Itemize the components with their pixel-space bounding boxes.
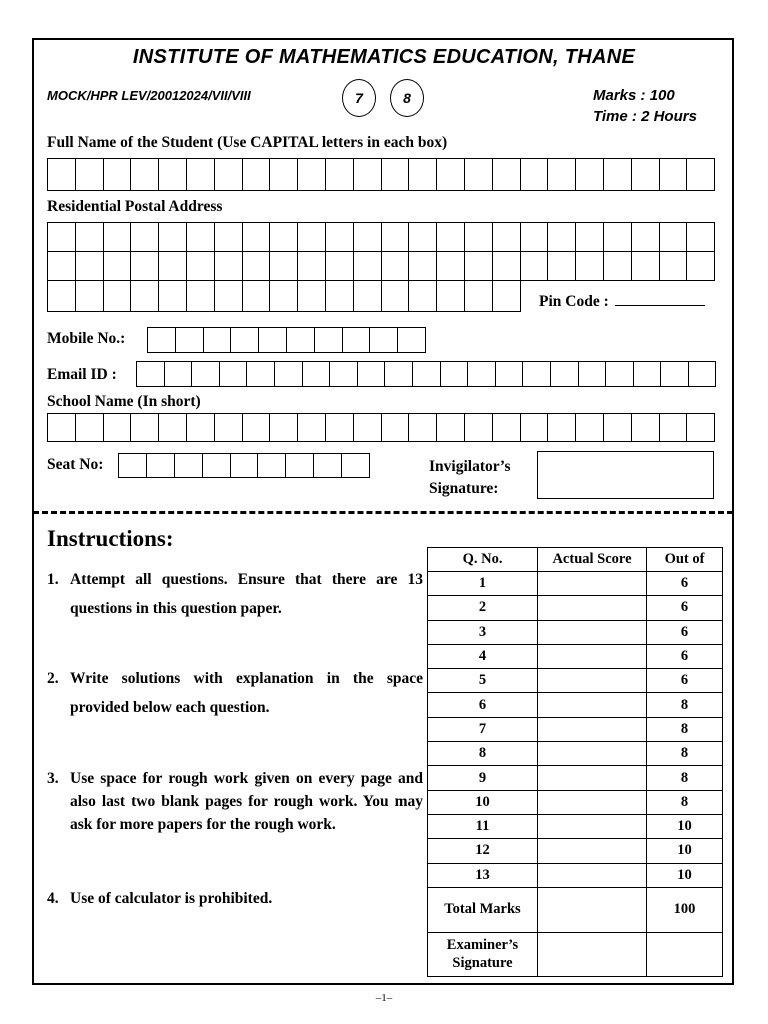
- char-box[interactable]: [409, 251, 437, 281]
- col-header-out-of: Out of: [647, 548, 723, 572]
- question-number: 4: [428, 644, 538, 668]
- char-box[interactable]: [382, 281, 410, 312]
- out-of-value: 8: [647, 717, 723, 741]
- char-box[interactable]: [437, 223, 465, 252]
- char-box[interactable]: [382, 414, 410, 442]
- institute-title: INSTITUTE OF MATHEMATICS EDUCATION, THANE: [132, 46, 636, 68]
- table-row: [428, 572, 723, 596]
- invigilator-signature-box[interactable]: [537, 451, 714, 499]
- char-box[interactable]: [243, 159, 271, 191]
- char-box[interactable]: [660, 251, 688, 281]
- out-of-value: 6: [647, 669, 723, 693]
- char-box[interactable]: [437, 159, 465, 191]
- char-box[interactable]: [315, 328, 343, 353]
- char-box[interactable]: [465, 414, 493, 442]
- examiner-label-line-1: Examiner’s: [446, 937, 519, 954]
- char-box[interactable]: [259, 328, 287, 353]
- question-number: 6: [428, 693, 538, 717]
- char-box[interactable]: [220, 362, 248, 387]
- char-box[interactable]: [354, 223, 382, 252]
- out-of-value: 10: [647, 814, 723, 838]
- dashed-divider: [33, 511, 733, 514]
- char-box[interactable]: [131, 281, 159, 312]
- examiner-signature-cell-2[interactable]: [647, 932, 723, 976]
- char-box[interactable]: [48, 281, 76, 312]
- instruction-4: [47, 887, 423, 910]
- instruction-text: Use space for rough work given on every page and also last two blank pages for rough work. You may ask for more papers for the rough work.: [70, 770, 423, 833]
- pin-code-label: Pin Code :: [539, 293, 609, 310]
- char-box[interactable]: [409, 159, 437, 191]
- instruction-number: 3.: [47, 770, 59, 787]
- out-of-value: 10: [647, 863, 723, 887]
- char-box[interactable]: [175, 454, 203, 478]
- char-box[interactable]: [76, 223, 104, 252]
- char-box[interactable]: [270, 414, 298, 442]
- char-box[interactable]: [687, 251, 715, 281]
- char-box[interactable]: [398, 328, 426, 353]
- instruction-2: [47, 664, 423, 722]
- score-table: [427, 547, 723, 977]
- actual-score-cell[interactable]: [538, 863, 647, 887]
- char-box[interactable]: [192, 362, 220, 387]
- instructions-heading: Instructions:: [47, 526, 174, 551]
- char-box[interactable]: [523, 362, 551, 387]
- table-row: [428, 620, 723, 644]
- char-box[interactable]: [131, 251, 159, 281]
- char-box[interactable]: [326, 159, 354, 191]
- char-box[interactable]: [385, 362, 413, 387]
- char-box[interactable]: [493, 281, 521, 312]
- question-number: 7: [428, 717, 538, 741]
- seat-label: Seat No:: [47, 456, 104, 473]
- char-box[interactable]: [215, 414, 243, 442]
- char-box[interactable]: [409, 281, 437, 312]
- char-box[interactable]: [303, 362, 331, 387]
- char-box[interactable]: [247, 362, 275, 387]
- char-box[interactable]: [493, 159, 521, 191]
- table-row: [428, 814, 723, 838]
- out-of-value: 6: [647, 596, 723, 620]
- char-box[interactable]: [551, 362, 579, 387]
- char-box[interactable]: [437, 414, 465, 442]
- char-box[interactable]: [215, 251, 243, 281]
- char-box[interactable]: [159, 414, 187, 442]
- table-row: [428, 742, 723, 766]
- char-box[interactable]: [465, 251, 493, 281]
- seat-boxes[interactable]: [118, 453, 370, 478]
- char-box[interactable]: [437, 251, 465, 281]
- char-box[interactable]: [119, 454, 147, 478]
- char-box[interactable]: [409, 414, 437, 442]
- out-of-value: 6: [647, 644, 723, 668]
- char-box[interactable]: [326, 281, 354, 312]
- char-box[interactable]: [48, 159, 76, 191]
- school-label: School Name (In short): [47, 393, 201, 410]
- char-box[interactable]: [76, 281, 104, 312]
- char-box[interactable]: [660, 223, 688, 252]
- char-box[interactable]: [314, 454, 342, 478]
- char-box[interactable]: [48, 251, 76, 281]
- instruction-1: [47, 565, 423, 623]
- score-table-body: [428, 572, 723, 888]
- char-box[interactable]: [493, 223, 521, 252]
- paper-code: MOCK/HPR LEV/20012024/VII/VIII: [47, 88, 251, 103]
- char-box[interactable]: [215, 281, 243, 312]
- char-box[interactable]: [326, 223, 354, 252]
- char-box[interactable]: [660, 414, 688, 442]
- char-box[interactable]: [203, 454, 231, 478]
- out-of-value: 8: [647, 742, 723, 766]
- actual-score-cell[interactable]: [538, 839, 647, 863]
- char-box[interactable]: [104, 159, 132, 191]
- actual-score-cell[interactable]: [538, 742, 647, 766]
- pin-code-field[interactable]: [539, 291, 705, 311]
- char-box[interactable]: [576, 223, 604, 252]
- char-box[interactable]: [159, 251, 187, 281]
- instruction-number: 1.: [47, 571, 59, 588]
- table-row: [428, 717, 723, 741]
- table-row: [428, 669, 723, 693]
- char-box[interactable]: [465, 281, 493, 312]
- char-box[interactable]: [437, 281, 465, 312]
- char-box[interactable]: [606, 362, 634, 387]
- table-row: [428, 596, 723, 620]
- instruction-text: Write solutions with explanation in the space provided below each question.: [70, 670, 423, 716]
- char-box[interactable]: [270, 223, 298, 252]
- char-box[interactable]: [468, 362, 496, 387]
- char-box[interactable]: [231, 454, 259, 478]
- char-box[interactable]: [131, 223, 159, 252]
- address-boxes-line-2[interactable]: [47, 251, 715, 281]
- char-box[interactable]: [413, 362, 441, 387]
- actual-score-cell[interactable]: [538, 669, 647, 693]
- mobile-label: Mobile No.:: [47, 330, 126, 347]
- char-box[interactable]: [370, 328, 398, 353]
- invigilator-label: [429, 456, 511, 500]
- out-of-value: 8: [647, 790, 723, 814]
- actual-score-cell[interactable]: [538, 717, 647, 741]
- instruction-3: [47, 767, 423, 836]
- char-box[interactable]: [358, 362, 386, 387]
- email-boxes[interactable]: [136, 361, 716, 387]
- char-box[interactable]: [689, 362, 717, 387]
- standard-badge-7: 7: [342, 79, 376, 117]
- char-box[interactable]: [243, 414, 271, 442]
- char-box[interactable]: [354, 281, 382, 312]
- char-box[interactable]: [286, 454, 314, 478]
- char-box[interactable]: [660, 159, 688, 191]
- actual-score-cell[interactable]: [538, 620, 647, 644]
- char-box[interactable]: [298, 251, 326, 281]
- char-box[interactable]: [204, 328, 232, 353]
- instruction-number: 4.: [47, 890, 59, 907]
- examiner-signature-cell[interactable]: [538, 932, 647, 976]
- char-box[interactable]: [548, 159, 576, 191]
- examiner-signature-label: [428, 932, 538, 976]
- school-boxes[interactable]: [47, 413, 715, 442]
- char-box[interactable]: [76, 159, 104, 191]
- char-box[interactable]: [104, 281, 132, 312]
- table-row: [428, 766, 723, 790]
- char-box[interactable]: [441, 362, 469, 387]
- out-of-value: 6: [647, 572, 723, 596]
- char-box[interactable]: [187, 159, 215, 191]
- table-row: [428, 863, 723, 887]
- char-box[interactable]: [231, 328, 259, 353]
- char-box[interactable]: [76, 414, 104, 442]
- question-number: 9: [428, 766, 538, 790]
- char-box[interactable]: [354, 159, 382, 191]
- char-box[interactable]: [326, 251, 354, 281]
- question-number: 3: [428, 620, 538, 644]
- char-box[interactable]: [343, 328, 371, 353]
- char-box[interactable]: [215, 223, 243, 252]
- full-name-label: Full Name of the Student (Use CAPITAL letters in each box): [47, 134, 448, 151]
- question-number: 1: [428, 572, 538, 596]
- out-of-value: 6: [647, 620, 723, 644]
- char-box[interactable]: [187, 251, 215, 281]
- instruction-number: 2.: [47, 670, 59, 687]
- char-box[interactable]: [632, 159, 660, 191]
- address-boxes-line-1[interactable]: [47, 222, 715, 252]
- char-box[interactable]: [548, 414, 576, 442]
- page-number: –1–: [375, 992, 393, 1004]
- char-box[interactable]: [354, 251, 382, 281]
- question-number: 2: [428, 596, 538, 620]
- address-label: Residential Postal Address: [47, 198, 223, 215]
- char-box[interactable]: [298, 223, 326, 252]
- invigilator-label-line-2: Signature:: [429, 480, 499, 497]
- char-box[interactable]: [330, 362, 358, 387]
- char-box[interactable]: [275, 362, 303, 387]
- char-box[interactable]: [104, 251, 132, 281]
- char-box[interactable]: [131, 159, 159, 191]
- char-box[interactable]: [632, 223, 660, 252]
- char-box[interactable]: [76, 251, 104, 281]
- actual-score-cell[interactable]: [538, 596, 647, 620]
- char-box[interactable]: [298, 414, 326, 442]
- char-box[interactable]: [521, 159, 549, 191]
- char-box[interactable]: [287, 328, 315, 353]
- char-box[interactable]: [270, 159, 298, 191]
- char-box[interactable]: [159, 281, 187, 312]
- char-box[interactable]: [604, 414, 632, 442]
- col-header-actual-score: Actual Score: [538, 548, 647, 572]
- char-box[interactable]: [148, 328, 176, 353]
- char-box[interactable]: [604, 251, 632, 281]
- total-marks-value: 100: [647, 887, 723, 932]
- actual-score-cell[interactable]: [538, 644, 647, 668]
- char-box[interactable]: [632, 251, 660, 281]
- char-box[interactable]: [687, 414, 715, 442]
- instruction-text: Use of calculator is prohibited.: [70, 890, 273, 907]
- char-box[interactable]: [298, 159, 326, 191]
- char-box[interactable]: [632, 414, 660, 442]
- char-box[interactable]: [131, 414, 159, 442]
- invigilator-label-line-1: Invigilator’s: [429, 458, 511, 475]
- char-box[interactable]: [493, 251, 521, 281]
- char-box[interactable]: [409, 223, 437, 252]
- address-boxes-line-3[interactable]: [47, 281, 521, 312]
- char-box[interactable]: [521, 414, 549, 442]
- actual-score-cell[interactable]: [538, 790, 647, 814]
- actual-score-cell[interactable]: [538, 766, 647, 790]
- char-box[interactable]: [548, 223, 576, 252]
- char-box[interactable]: [496, 362, 524, 387]
- actual-score-cell[interactable]: [538, 693, 647, 717]
- char-box[interactable]: [326, 414, 354, 442]
- total-actual-score-cell[interactable]: [538, 887, 647, 932]
- char-box[interactable]: [243, 281, 271, 312]
- full-name-boxes[interactable]: [47, 158, 715, 191]
- char-box[interactable]: [493, 414, 521, 442]
- marks-label: Marks : 100: [593, 87, 675, 104]
- table-row: [428, 790, 723, 814]
- char-box[interactable]: [176, 328, 204, 353]
- instruction-text: Attempt all questions. Ensure that there are 13 questions in this question paper.: [70, 571, 423, 617]
- char-box[interactable]: [270, 251, 298, 281]
- char-box[interactable]: [548, 251, 576, 281]
- mobile-boxes[interactable]: [147, 327, 426, 353]
- char-box[interactable]: [159, 223, 187, 252]
- char-box[interactable]: [576, 251, 604, 281]
- char-box[interactable]: [634, 362, 662, 387]
- char-box[interactable]: [104, 414, 132, 442]
- char-box[interactable]: [465, 223, 493, 252]
- char-box[interactable]: [165, 362, 193, 387]
- char-box[interactable]: [465, 159, 493, 191]
- char-box[interactable]: [187, 414, 215, 442]
- char-box[interactable]: [687, 223, 715, 252]
- char-box[interactable]: [298, 281, 326, 312]
- char-box[interactable]: [243, 223, 271, 252]
- char-box[interactable]: [104, 223, 132, 252]
- table-row: [428, 693, 723, 717]
- out-of-value: 8: [647, 766, 723, 790]
- char-box[interactable]: [187, 281, 215, 312]
- char-box[interactable]: [604, 159, 632, 191]
- char-box[interactable]: [661, 362, 689, 387]
- pin-code-line[interactable]: [615, 291, 705, 306]
- char-box[interactable]: [354, 414, 382, 442]
- char-box[interactable]: [270, 281, 298, 312]
- col-header-qno: Q. No.: [428, 548, 538, 572]
- char-box[interactable]: [687, 159, 715, 191]
- char-box[interactable]: [521, 251, 549, 281]
- char-box[interactable]: [48, 414, 76, 442]
- question-number: 8: [428, 742, 538, 766]
- standard-badge-8: 8: [390, 79, 424, 117]
- char-box[interactable]: [604, 223, 632, 252]
- out-of-value: 10: [647, 839, 723, 863]
- table-row: [428, 644, 723, 668]
- email-label: Email ID :: [47, 366, 117, 383]
- char-box[interactable]: [243, 251, 271, 281]
- total-marks-label: Total Marks: [428, 887, 538, 932]
- question-number: 5: [428, 669, 538, 693]
- char-box[interactable]: [215, 159, 243, 191]
- time-label: Time : 2 Hours: [593, 108, 697, 125]
- char-box[interactable]: [576, 159, 604, 191]
- char-box[interactable]: [137, 362, 165, 387]
- table-row: [428, 839, 723, 863]
- question-number: 10: [428, 790, 538, 814]
- question-number: 11: [428, 814, 538, 838]
- char-box[interactable]: [147, 454, 175, 478]
- char-box[interactable]: [342, 454, 370, 478]
- actual-score-cell[interactable]: [538, 572, 647, 596]
- char-box[interactable]: [382, 223, 410, 252]
- examiner-label-line-2: Signature: [452, 955, 513, 972]
- char-box[interactable]: [521, 223, 549, 252]
- char-box[interactable]: [576, 414, 604, 442]
- char-box[interactable]: [48, 223, 76, 252]
- actual-score-cell[interactable]: [538, 814, 647, 838]
- out-of-value: 8: [647, 693, 723, 717]
- char-box[interactable]: [579, 362, 607, 387]
- char-box[interactable]: [382, 159, 410, 191]
- char-box[interactable]: [382, 251, 410, 281]
- char-box[interactable]: [187, 223, 215, 252]
- char-box[interactable]: [159, 159, 187, 191]
- question-number: 13: [428, 863, 538, 887]
- char-box[interactable]: [258, 454, 286, 478]
- question-number: 12: [428, 839, 538, 863]
